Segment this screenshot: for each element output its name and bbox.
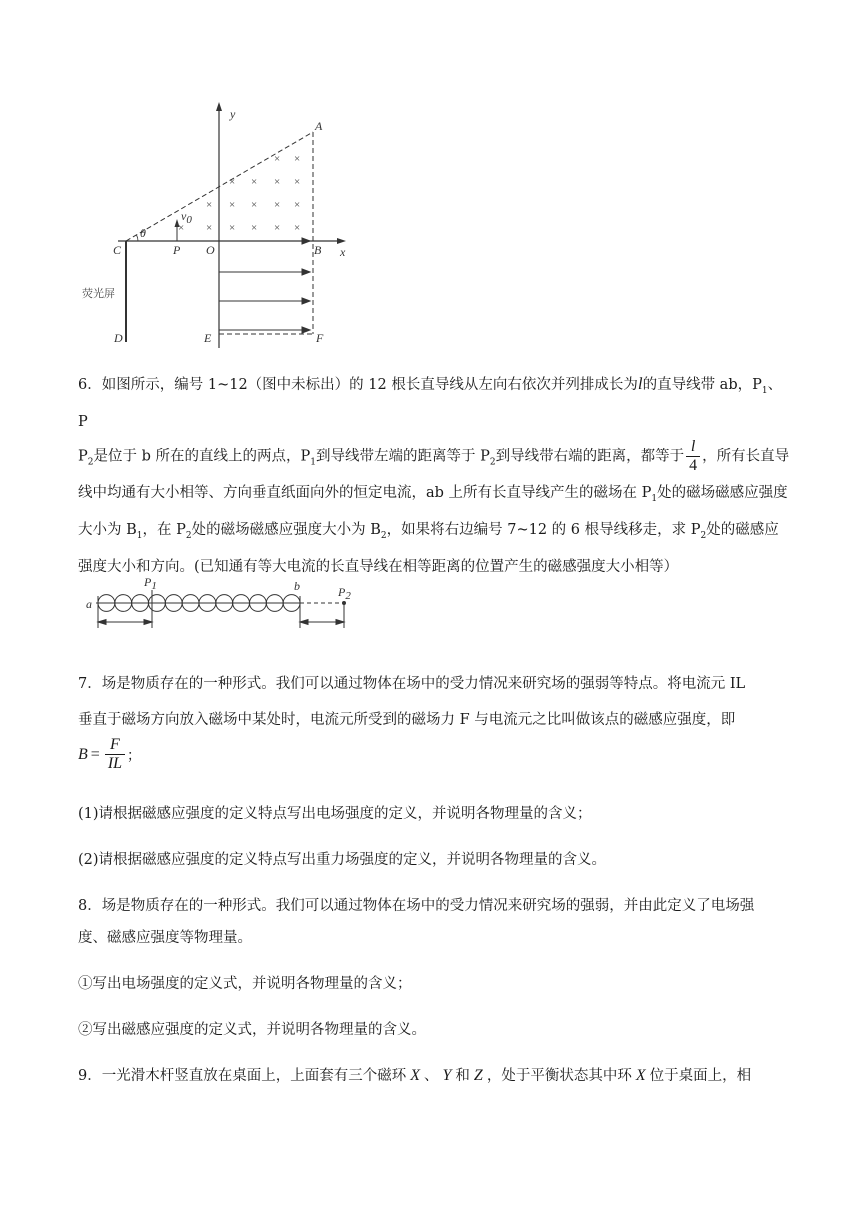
cross-mark: × — [294, 222, 301, 234]
point-p2-label: P2 — [338, 585, 351, 602]
point-e-label: E — [204, 331, 212, 345]
point-d-label: D — [114, 331, 123, 345]
cross-mark: × — [274, 222, 281, 234]
q6-fraction: $\frac{l}{4}$ — [686, 438, 700, 475]
cross-mark: × — [294, 199, 301, 211]
figure-wire-strip — [84, 572, 364, 636]
question-6: 6．如图所示，编号 1~12（图中未标出）的 12 根长直导线从左向右依次并列排成长为l的直导线带 ab，$P_1$、P $P_2$是位于 b 所在的直线上的两点，$P_1$到导线带左端的距离等于 $P_2$到导线带右端的距离，都等于 $\frac{l}{4}$ ，所有长直导线中均通有大小相等、方向垂直纸面向外的恒定电流，ab 上所有长直导线产生的磁场在 $P_1$处的磁场磁感应强度大小为 $B_1$，在 $P_2$处的磁场磁感应强度大小为 $B_2$，如果将右边编号 7~12 的 6 根导线移走，求 $P_2$处的磁感应强度大小和方向。(已知通有等大电流的长直导线在相等距离的位置产生的磁感强度大小相等） — [78, 374, 790, 576]
cross-mark: × — [206, 222, 213, 234]
figure-magnetic-field-region — [78, 96, 368, 354]
origin-label: O — [206, 243, 215, 257]
cross-mark: × — [229, 222, 236, 234]
q7-line2: 垂直于磁场方向放入磁场中某处时，电流元所受到的磁场力 F 与电流元之比叫做该点的磁感应强度，即 — [78, 712, 736, 728]
q8-line1: 8．场是物质存在的一种形式。我们可以通过物体在场中的受力情况来研究场的强弱，并由此定义了电场强 — [78, 898, 755, 914]
cross-mark: × — [274, 199, 281, 211]
point-p-label: P — [173, 243, 181, 257]
point-b-label: B — [314, 243, 322, 257]
q9-line1: 9．一光滑木杆竖直放在桌面上，上面套有三个磁环 X 、 Y 和 Z ，处于平衡状态其中环 X 位于桌面上，相 — [78, 1067, 752, 1084]
q7-formula: B = $\frac{F}{IL}$ ； — [78, 736, 142, 772]
q6-number: 6 — [78, 377, 88, 393]
q7-line1: 7．场是物质存在的一种形式。我们可以通过物体在场中的受力情况来研究场的强弱等特点。将电流元 IL — [78, 676, 746, 692]
point-f-label: F — [316, 331, 324, 345]
x-axis-label: x — [340, 245, 346, 259]
cross-mark: × — [294, 176, 301, 188]
q7-sub1: (1)请根据磁感应强度的定义特点写出电场强度的定义，并说明各物理量的含义； — [78, 806, 592, 822]
magnetic-field-crosses — [178, 153, 300, 234]
theta-label: θ — [140, 226, 146, 240]
q8-sub1: ①写出电场强度的定义式，并说明各物理量的含义； — [78, 976, 412, 992]
v0-label: v0 — [181, 209, 192, 226]
y-axis-label: y — [230, 107, 236, 121]
cross-mark: × — [206, 199, 213, 211]
end-a-label: a — [86, 597, 92, 611]
cross-mark: × — [251, 176, 258, 188]
cross-mark: × — [178, 222, 185, 234]
q7-sub2: (2)请根据磁感应强度的定义特点写出重力场强度的定义，并说明各物理量的含义。 — [78, 852, 607, 868]
q8-line2: 度、磁感应强度等物理量。 — [78, 930, 252, 946]
point-a-label: A — [315, 119, 323, 133]
point-c-label: C — [113, 243, 122, 257]
end-b-label: b — [294, 579, 300, 593]
point-p1-label: P1 — [144, 575, 157, 592]
cross-mark: × — [229, 176, 236, 188]
q8-sub2: ②写出磁感应强度的定义式，并说明各物理量的含义。 — [78, 1022, 426, 1038]
cross-mark: × — [274, 176, 281, 188]
screen-label: 荧光屏 — [82, 287, 115, 300]
cross-mark: × — [229, 199, 236, 211]
cross-mark: × — [251, 199, 258, 211]
cross-mark: × — [251, 222, 258, 234]
cross-mark: × — [294, 153, 301, 165]
cross-mark: × — [274, 153, 281, 165]
